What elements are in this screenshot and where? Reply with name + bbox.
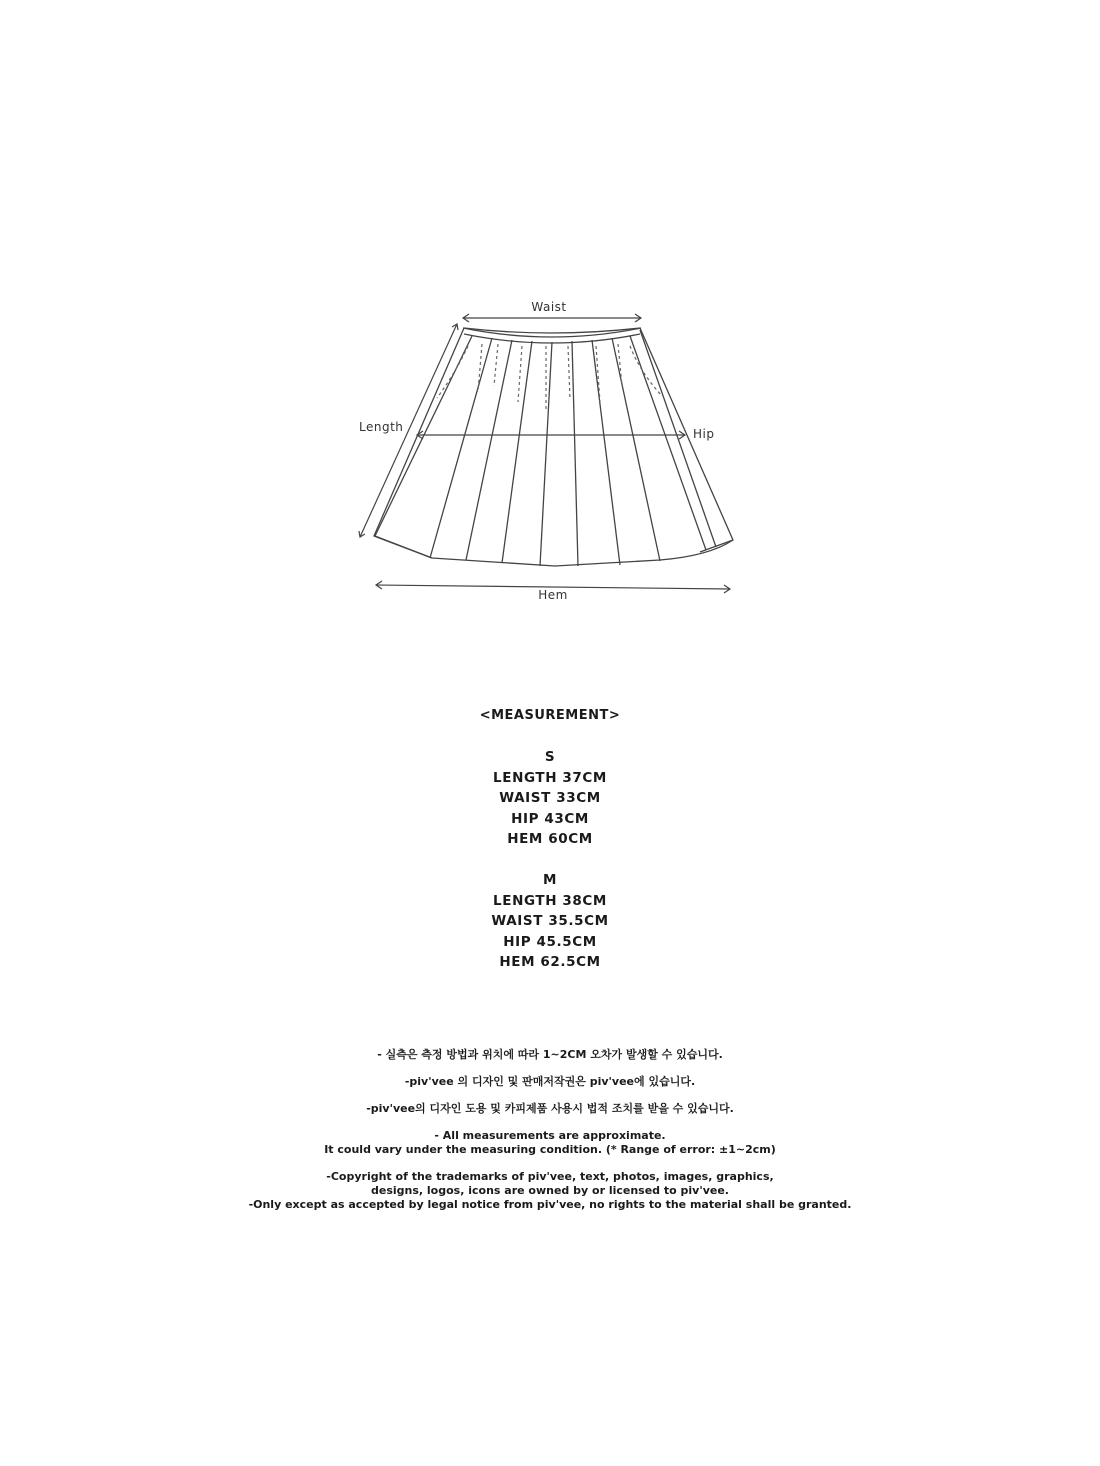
- hem-label: Hem: [538, 588, 568, 602]
- size-s-block: [0, 747, 1100, 850]
- size-s-hem: HEM 60CM: [507, 831, 593, 848]
- note-english-copyright-2: designs, logos, icons are owned by or licensed to piv'vee.: [371, 1184, 729, 1197]
- notes-section: [0, 1048, 1100, 1212]
- note-english-copyright-3: -Only except as accepted by legal notice from piv'vee, no rights to the material shall be granted.: [248, 1198, 852, 1211]
- size-name: S: [544, 749, 556, 765]
- size-s-length: LENGTH 37CM: [493, 769, 607, 786]
- size-m-block: [0, 870, 1100, 973]
- hip-label: Hip: [693, 427, 715, 441]
- measurement-section: [0, 705, 1100, 993]
- length-label: Length: [359, 420, 404, 434]
- size-name: M: [542, 871, 558, 888]
- skirt-outline: [374, 328, 733, 566]
- size-m-waist: WAIST 35.5CM: [491, 913, 609, 930]
- note-english-approx: - All measurements are approximate.: [434, 1129, 666, 1142]
- size-s-waist: WAIST 33CM: [499, 790, 601, 807]
- waist-label: Waist: [531, 300, 567, 314]
- note-korean-copyright: -piv'vee 의 디자인 및 판매저작권은 piv'vee에 있습니다.: [404, 1075, 696, 1088]
- size-m-length: LENGTH 38CM: [493, 892, 607, 909]
- size-s-hip: HIP 43CM: [511, 810, 589, 827]
- note-english-copyright-1: -Copyright of the trademarks of piv'vee, text, photos, images, graphics,: [326, 1170, 774, 1183]
- note-english-range: It could vary under the measuring condition. (* Range of error: ±1~2cm): [324, 1143, 776, 1156]
- note-korean-tolerance: - 실측은 측정 방법과 위치에 따라 1~2CM 오차가 발생할 수 있습니다.: [377, 1048, 723, 1061]
- waist-arrow: [463, 314, 641, 322]
- measurement-title: <MEASUREMENT>: [479, 708, 621, 723]
- size-m-hem: HEM 62.5CM: [499, 954, 601, 971]
- skirt-diagram: [340, 290, 760, 610]
- size-m-hip: HIP 45.5CM: [503, 933, 597, 950]
- note-korean-legal: -piv'vee의 디자인 도용 및 카피제품 사용시 법적 조치를 받을 수 있습니다.: [366, 1102, 734, 1115]
